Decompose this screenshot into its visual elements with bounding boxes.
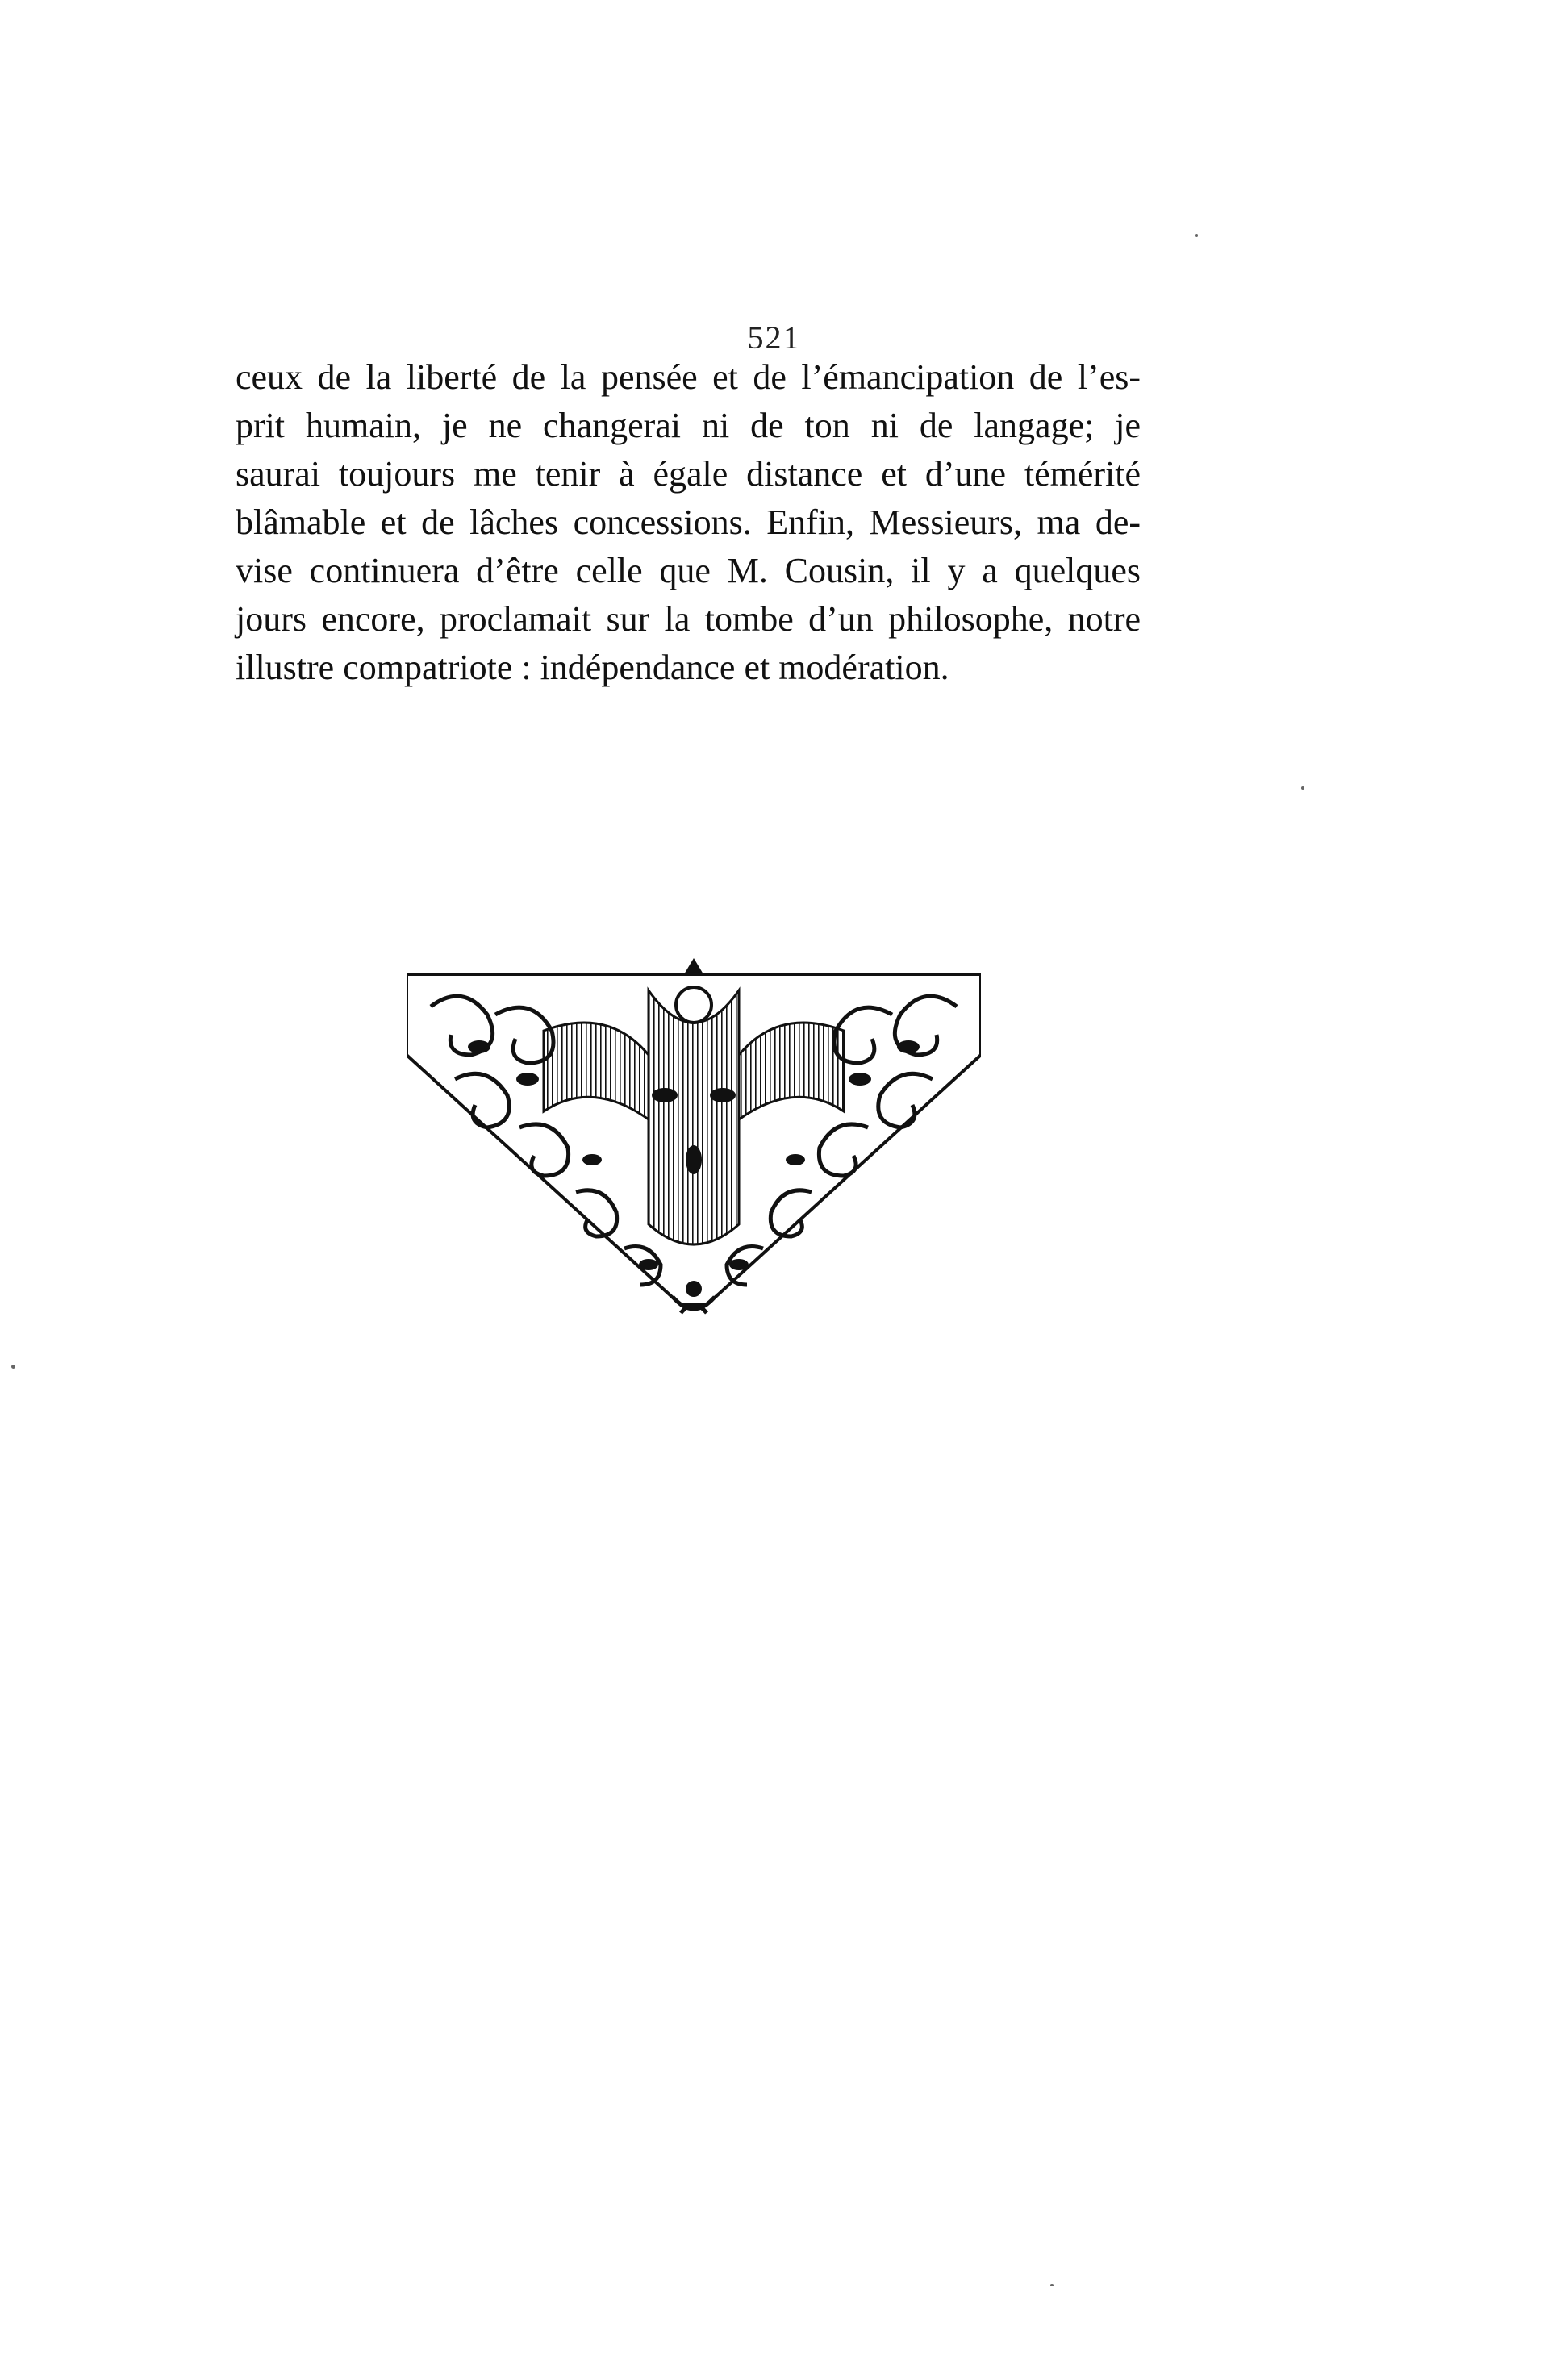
text-line: saurai toujours me tenir à égale distance et d’une témérité: [236, 454, 1141, 494]
arabesque-ornament-icon: [407, 958, 981, 1329]
text-line-last: illustre compatriote : indépendance et modération.: [236, 648, 949, 687]
text-line: prit humain, je ne changerai ni de ton ni de langage; je: [236, 406, 1141, 445]
text-line: jours encore, proclamait sur la tombe d’un philosophe, notre: [236, 599, 1141, 639]
text-line: blâmable et de lâches concessions. Enfin, Messieurs, ma de-: [236, 502, 1141, 542]
body-text: [236, 353, 1141, 692]
paper-speck: [11, 1365, 15, 1369]
page-number: 521: [747, 319, 801, 356]
paper-speck: [1301, 786, 1304, 790]
text-line: vise continuera d’être celle que M. Cousin, il y a quelques: [236, 551, 1141, 590]
paper-speck: [1050, 2284, 1054, 2286]
text-line: ceux de la liberté de la pensée et de l’émancipation de l’es-: [236, 357, 1141, 397]
paper-speck: [1195, 234, 1198, 237]
